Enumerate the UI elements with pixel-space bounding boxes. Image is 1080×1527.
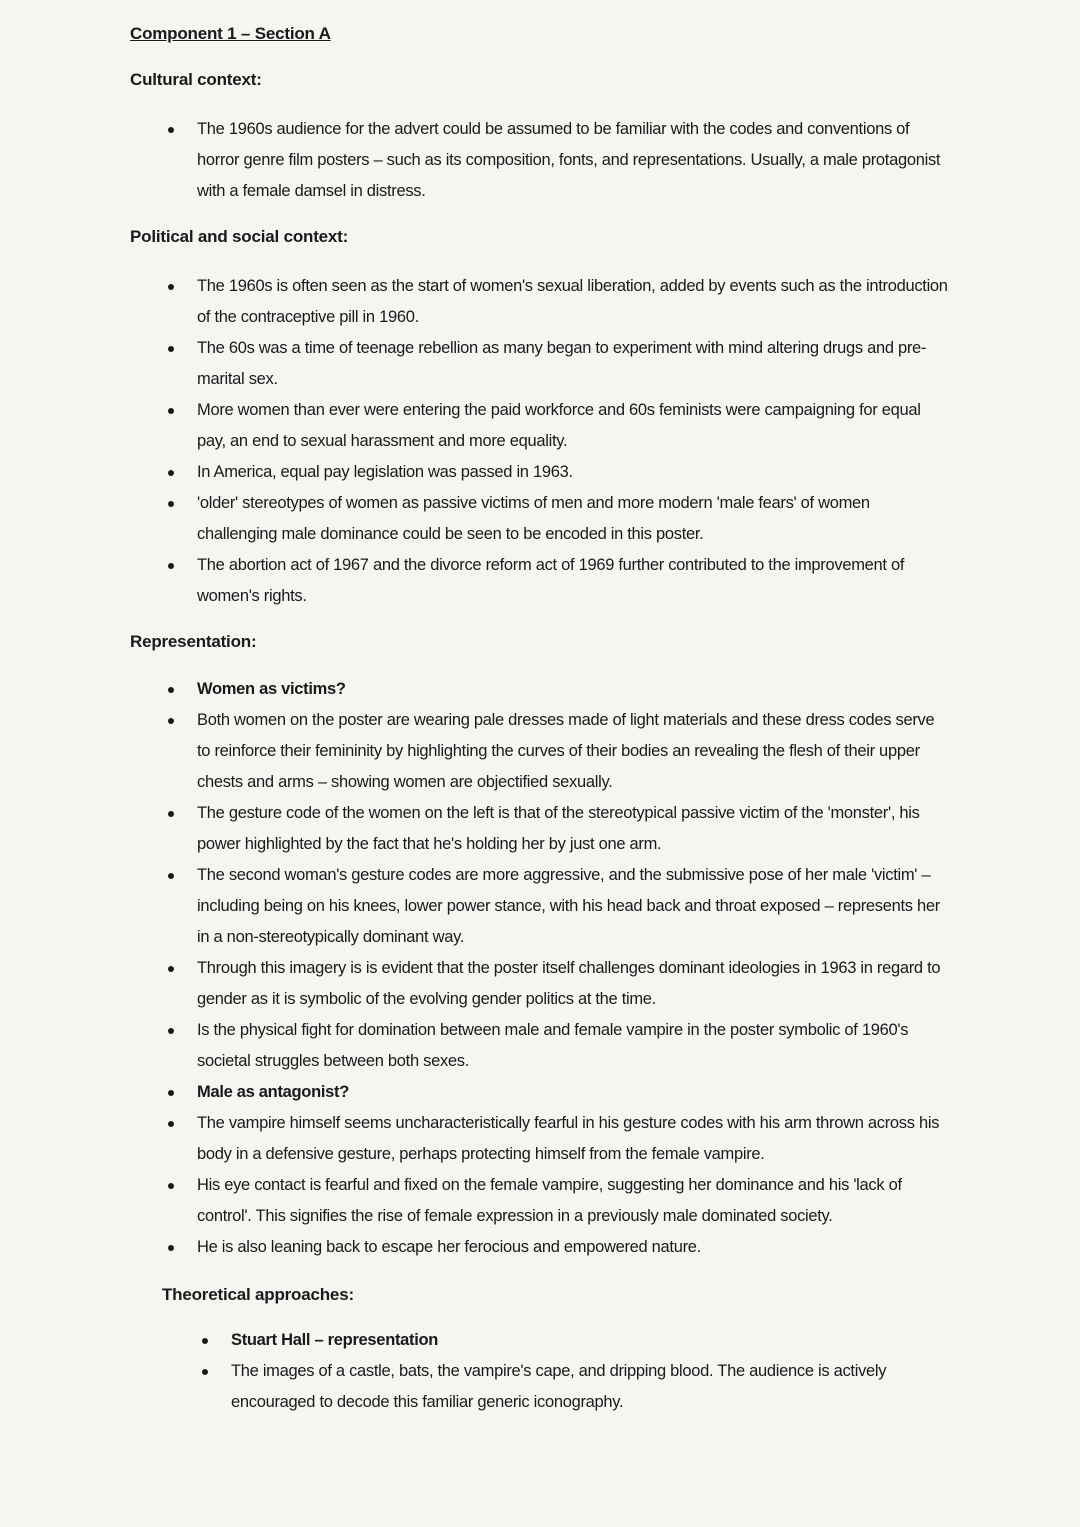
page-title: Component 1 – Section A	[130, 24, 331, 43]
list-item: Women as victims?	[168, 674, 950, 705]
representation-list	[130, 674, 950, 1263]
list-item: The second woman's gesture codes are more aggressive, and the submissive pose of her male 'victim' – including being on his knees, lower power stance, with his head back and throat exposed – represents her in a non-stereotypically dominant way.	[168, 860, 950, 953]
theoretical-approaches-heading: Theoretical approaches:	[162, 1285, 354, 1304]
list-item: 'older' stereotypes of women as passive victims of men and more modern 'male fears' of women challenging male dominance could be seen to be encoded in this poster.	[168, 488, 950, 550]
list-item: The images of a castle, bats, the vampire's cape, and dripping blood. The audience is actively encouraged to decode this familiar generic iconography.	[202, 1356, 950, 1418]
list-item: He is also leaning back to escape her ferocious and empowered nature.	[168, 1232, 950, 1263]
list-item: Stuart Hall – representation	[202, 1325, 950, 1356]
list-item: The 1960s is often seen as the start of women's sexual liberation, added by events such as the introduction of the contraceptive pill in 1960.	[168, 271, 950, 333]
political-social-context-heading: Political and social context:	[130, 227, 349, 246]
list-item: Through this imagery is is evident that the poster itself challenges dominant ideologies in 1963 in regard to gender as it is symbolic of the evolving gender politics at the time.	[168, 953, 950, 1015]
cultural-context-section	[130, 70, 950, 207]
political-social-context-section	[130, 227, 950, 612]
list-item: Is the physical fight for domination between male and female vampire in the poster symbolic of 1960's societal struggles between both sexes.	[168, 1015, 950, 1077]
list-item: The vampire himself seems uncharacteristically fearful in his gesture codes with his arm thrown across his body in a defensive gesture, perhaps protecting himself from the female vampire.	[168, 1108, 950, 1170]
theoretical-approaches-section	[130, 1285, 950, 1418]
list-item: The abortion act of 1967 and the divorce reform act of 1969 further contributed to the improvement of women's rights.	[168, 550, 950, 612]
representation-section	[130, 632, 950, 1263]
list-item: Both women on the poster are wearing pale dresses made of light materials and these dress codes serve to reinforce their femininity by highlighting the curves of their bodies an revealing the flesh of their upper chests and arms – showing women are objectified sexually.	[168, 705, 950, 798]
list-item: The 60s was a time of teenage rebellion as many began to experiment with mind altering drugs and pre-marital sex.	[168, 333, 950, 395]
list-item: In America, equal pay legislation was passed in 1963.	[168, 457, 950, 488]
list-item: His eye contact is fearful and fixed on the female vampire, suggesting her dominance and his 'lack of control'. This signifies the rise of female expression in a previously male dominated society.	[168, 1170, 950, 1232]
representation-heading: Representation:	[130, 632, 257, 651]
list-item: The 1960s audience for the advert could be assumed to be familiar with the codes and conventions of horror genre film posters – such as its composition, fonts, and representations. Usually, a male protagonist with a female damsel in distress.	[168, 114, 950, 207]
political-social-context-list	[130, 271, 950, 612]
theoretical-approaches-list	[162, 1325, 950, 1418]
cultural-context-list	[130, 114, 950, 207]
list-item: The gesture code of the women on the left is that of the stereotypical passive victim of the 'monster', his power highlighted by the fact that he's holding her by just one arm.	[168, 798, 950, 860]
list-item: More women than ever were entering the paid workforce and 60s feminists were campaigning for equal pay, an end to sexual harassment and more equality.	[168, 395, 950, 457]
cultural-context-heading: Cultural context:	[130, 70, 262, 89]
list-item: Male as antagonist?	[168, 1077, 950, 1108]
